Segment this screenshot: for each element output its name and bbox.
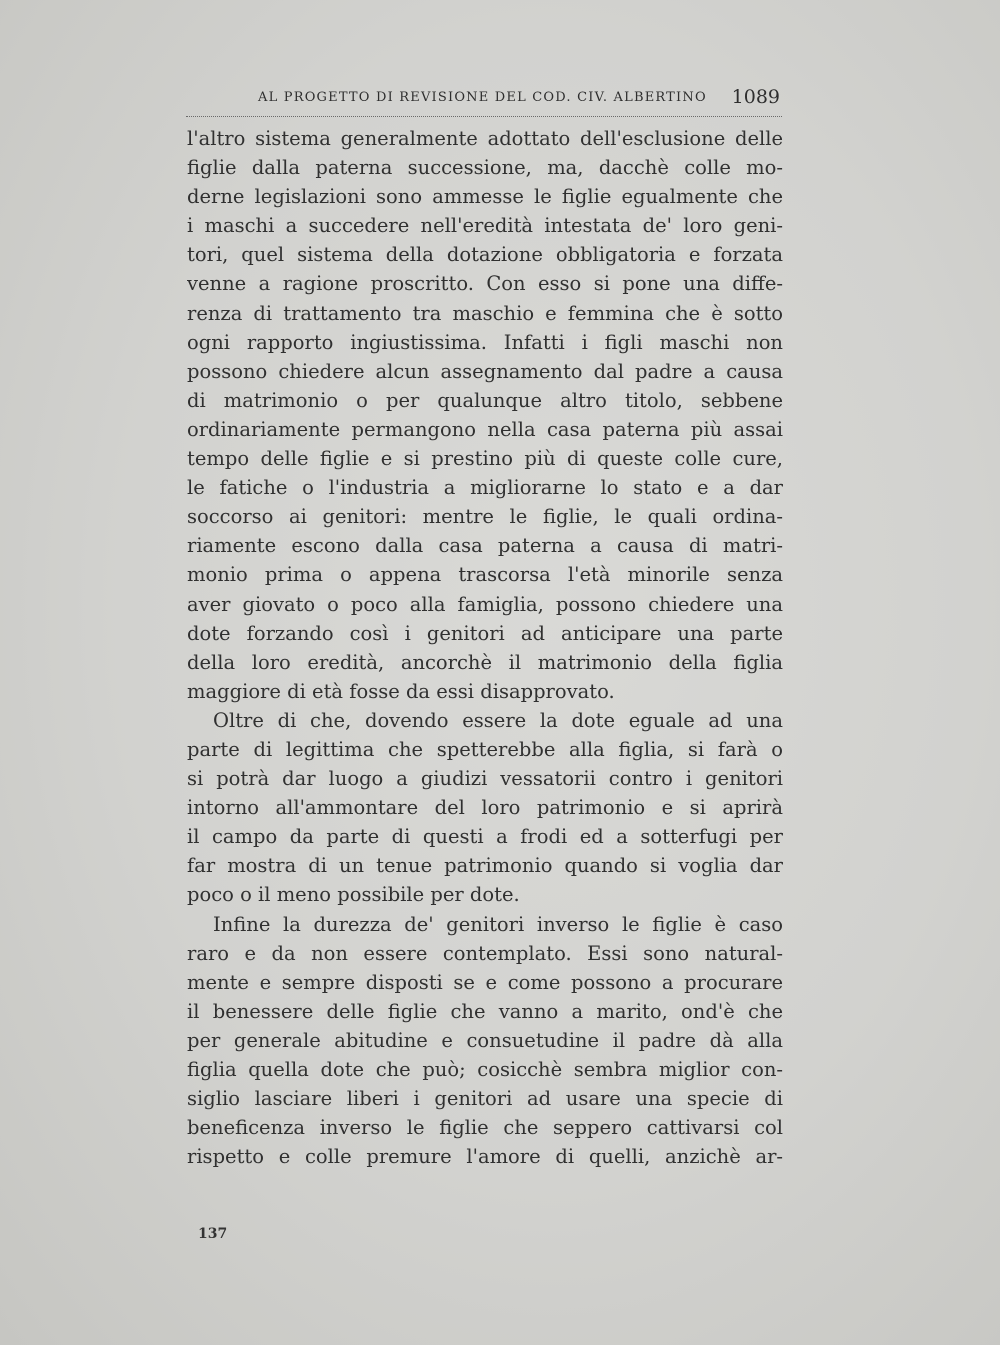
text-line: beneficenza inverso le figlie che seppero cattivarsi col [187,1116,783,1140]
text-line: possono chiedere alcun assegnamento dal padre a causa [187,359,783,383]
text-line: raro e da non essere contemplato. Essi sono natural- [187,941,783,965]
text-line: ordinariamente permangono nella casa paterna più assai [187,417,783,441]
text-line: Infine la durezza de' genitori inverso le figlie è caso [213,912,783,936]
text-line: l'altro sistema generalmente adottato dell'esclusione delle [187,127,783,150]
text-line: tempo delle figlie e si prestino più di queste colle cure, [187,447,783,471]
text-line: renza di trattamento tra maschio e femmina che è sotto [187,301,783,325]
text-line: monio prima o appena trascorsa l'età minorile senza [187,563,783,587]
text-line: derne legislazioni sono ammesse le figlie egualmente che [187,185,783,209]
text-line: intorno all'ammontare del loro patrimonio e si aprirà [187,796,783,820]
printer-signature: 137 [198,1226,228,1242]
text-line: per generale abitudine e consuetudine il padre dà alla [187,1028,783,1052]
page-number: 1089 [731,86,780,108]
text-line: far mostra di un tenue patrimonio quando si voglia dar [187,854,783,878]
running-title: AL PROGETTO DI REVISIONE DEL COD. CIV. ALBERTINO [258,90,707,105]
text-line: venne a ragione proscritto. Con esso si pone una diffe- [187,272,783,296]
text-line: figlia quella dote che può; cosicchè sembra miglior con- [187,1058,783,1081]
text-line: ogni rapporto ingiustissima. Infatti i figli maschi non [187,330,783,354]
text-line: si potrà dar luogo a giudizi vessatorii contro i genitori [187,767,783,791]
text-line: di matrimonio o per qualunque altro titolo, sebbene [187,388,783,412]
text-line: maggiore di età fosse da essi disapprovato. [187,679,615,703]
text-line: il campo da parte di questi a frodi ed a sotterfugi per [187,825,783,849]
text-line: Oltre di che, dovendo essere la dote eguale ad una [213,708,783,732]
text-line: soccorso ai genitori: mentre le figlie, le quali ordina- [187,505,783,529]
text-line: il benessere delle figlie che vanno a marito, ond'è che [187,999,783,1023]
text-line: della loro eredità, ancorchè il matrimonio della figlia [187,650,783,674]
text-line: poco o il meno possibile per dote. [187,883,520,907]
text-line: tori, quel sistema della dotazione obbligatoria e forzata [187,243,783,267]
text-line: figlie dalla paterna successione, ma, dacchè colle mo- [187,156,783,180]
body-text [187,124,783,1171]
text-line: dote forzando così i genitori ad anticipare una parte [187,621,783,645]
text-line: le fatiche o l'industria a migliorarne lo stato e a dar [187,476,783,500]
text-line: mente e sempre disposti se e come possono a procurare [187,970,783,994]
text-line: riamente escono dalla casa paterna a causa di matri- [187,534,783,558]
running-header [186,86,782,117]
text-line: rispetto e colle premure l'amore di quelli, anzichè ar- [187,1145,783,1169]
text-line: parte di legittima che spetterebbe alla figlia, si farà o [187,737,783,761]
text-line: siglio lasciare liberi i genitori ad usare una specie di [187,1087,783,1111]
text-line: aver giovato o poco alla famiglia, possono chiedere una [187,592,783,616]
text-line: i maschi a succedere nell'eredità intestata de' loro geni- [187,214,783,238]
